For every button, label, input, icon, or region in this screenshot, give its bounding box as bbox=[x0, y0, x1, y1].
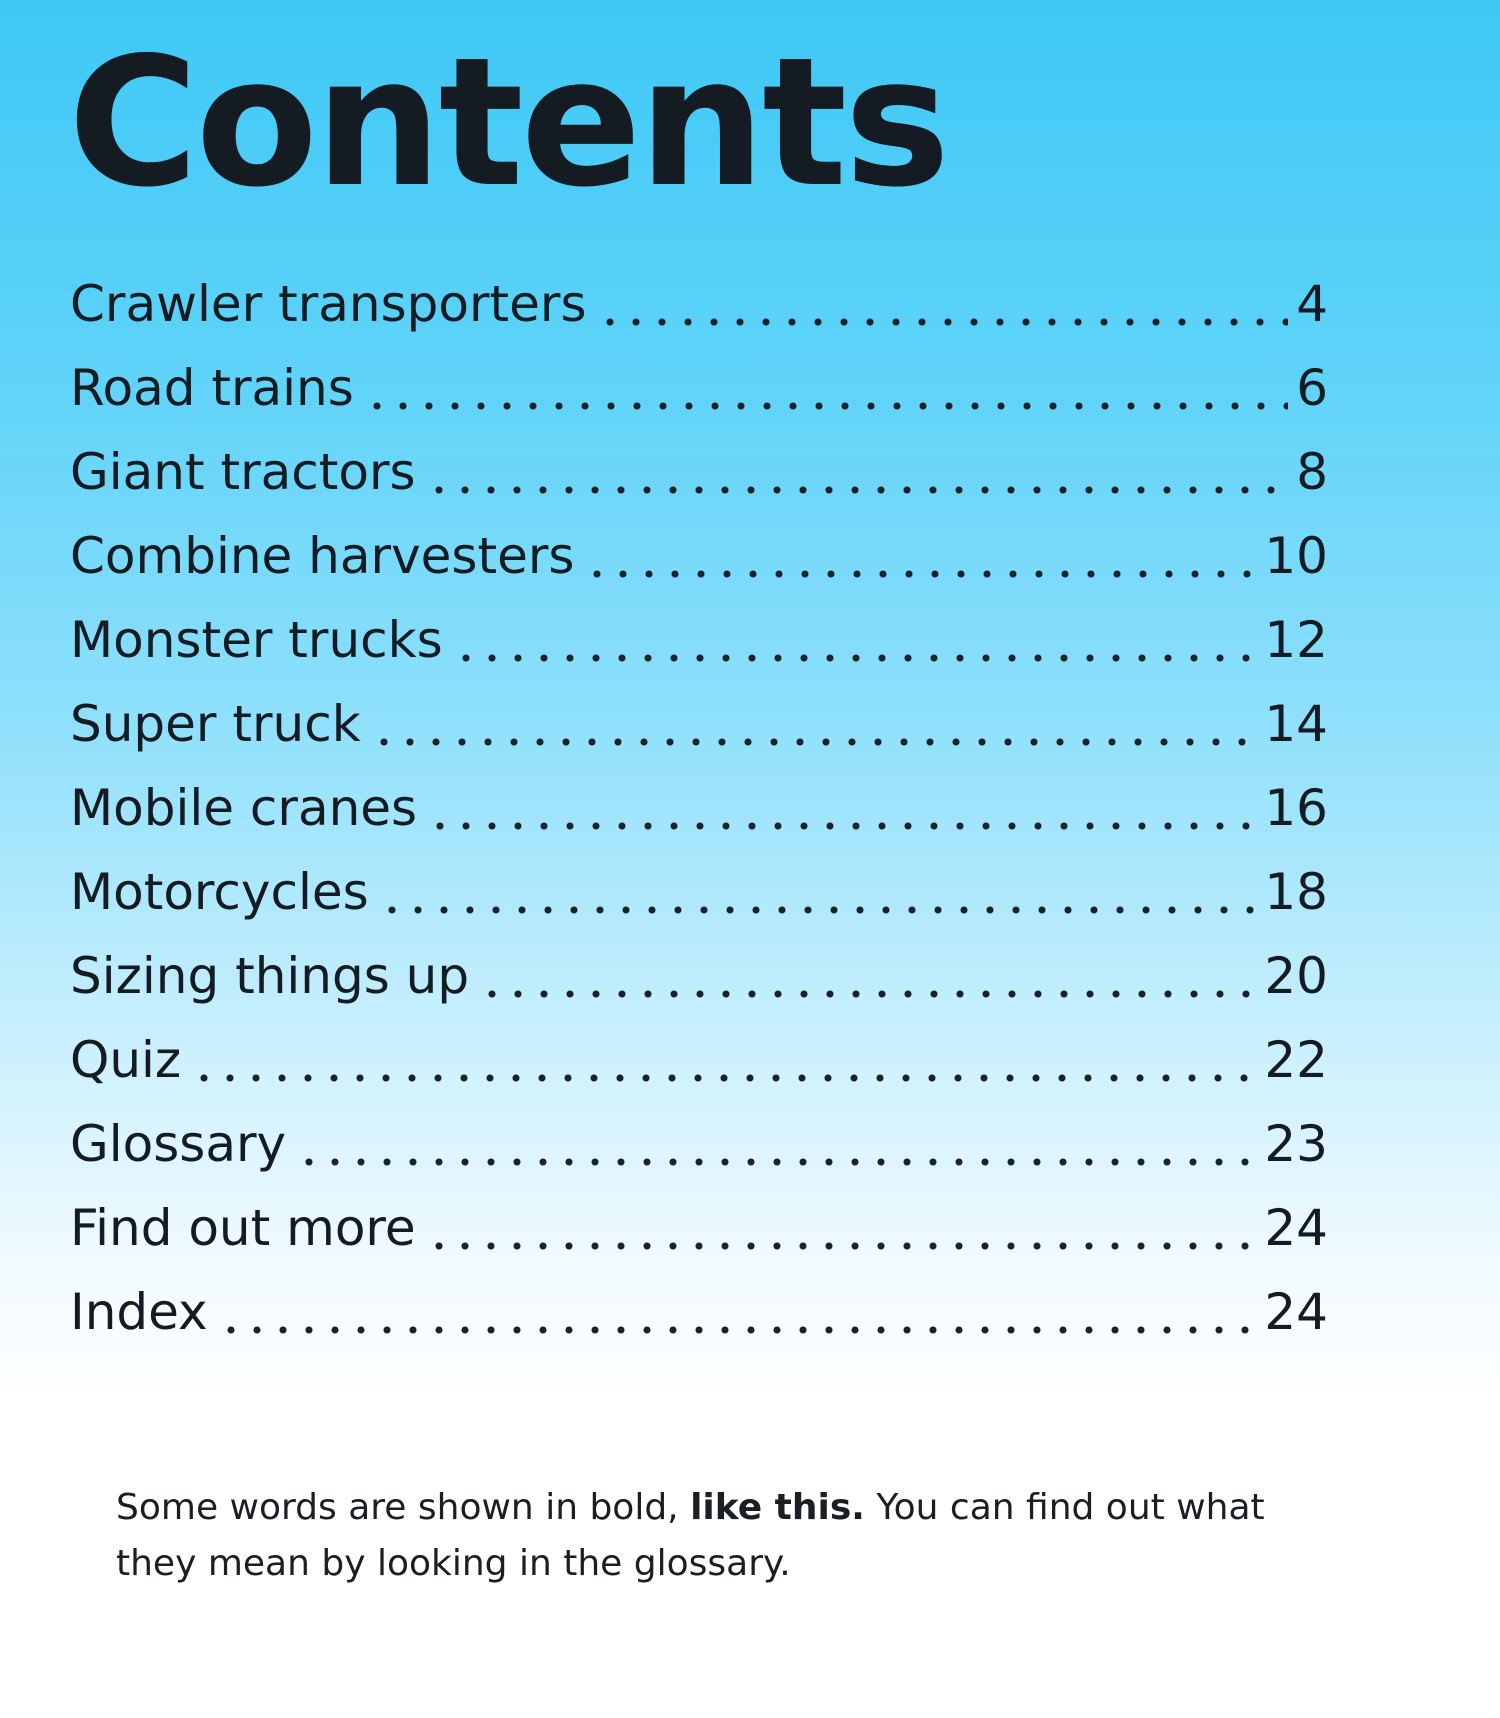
toc-entry-crawler-transporters[interactable] bbox=[70, 262, 1328, 346]
toc-entry-sizing-things-up[interactable] bbox=[70, 934, 1328, 1018]
toc-entry-label: Crawler transporters bbox=[70, 275, 587, 333]
toc-entry-page: 14 bbox=[1264, 695, 1328, 753]
toc-entry-label: Sizing things up bbox=[70, 947, 470, 1005]
toc-entry-label: Glossary bbox=[70, 1115, 287, 1173]
table-of-contents bbox=[70, 262, 1328, 1354]
toc-entry-label: Find out more bbox=[70, 1199, 416, 1257]
dot-leader bbox=[479, 989, 1256, 999]
glossary-note bbox=[116, 1480, 1266, 1592]
dot-leader bbox=[426, 485, 1289, 495]
toc-entry-road-trains[interactable] bbox=[70, 346, 1328, 430]
toc-entry-label: Giant tractors bbox=[70, 443, 416, 501]
toc-entry-label: Motorcycles bbox=[70, 863, 369, 921]
toc-entry-page: 6 bbox=[1296, 359, 1328, 417]
dot-leader bbox=[584, 569, 1256, 579]
toc-entry-label: Monster trucks bbox=[70, 611, 443, 669]
toc-entry-label: Super truck bbox=[70, 695, 361, 753]
toc-entry-page: 10 bbox=[1264, 527, 1328, 585]
toc-entry-label: Mobile cranes bbox=[70, 779, 418, 837]
dot-leader bbox=[426, 1241, 1257, 1251]
toc-entry-index[interactable] bbox=[70, 1270, 1328, 1354]
toc-entry-page: 23 bbox=[1264, 1115, 1328, 1173]
dot-leader bbox=[364, 401, 1288, 411]
toc-entry-page: 12 bbox=[1264, 611, 1328, 669]
toc-entry-page: 8 bbox=[1296, 443, 1328, 501]
dot-leader bbox=[379, 905, 1257, 915]
toc-entry-page: 20 bbox=[1264, 947, 1328, 1005]
glossary-note-bold-example: like this. bbox=[690, 1487, 865, 1528]
toc-entry-quiz[interactable] bbox=[70, 1018, 1328, 1102]
toc-entry-find-out-more[interactable] bbox=[70, 1186, 1328, 1270]
toc-entry-page: 22 bbox=[1264, 1031, 1328, 1089]
dot-leader bbox=[597, 317, 1289, 327]
glossary-note-text-end: You can find out what they mean by looking in the glossary. bbox=[116, 1487, 1265, 1584]
toc-entry-mobile-cranes[interactable] bbox=[70, 766, 1328, 850]
dot-leader bbox=[427, 821, 1256, 831]
page-title: Contents bbox=[68, 19, 948, 226]
dot-leader bbox=[191, 1073, 1256, 1083]
toc-entry-glossary[interactable] bbox=[70, 1102, 1328, 1186]
toc-entry-super-truck[interactable] bbox=[70, 682, 1328, 766]
dot-leader bbox=[371, 737, 1257, 747]
toc-entry-motorcycles[interactable] bbox=[70, 850, 1328, 934]
toc-entry-page: 18 bbox=[1264, 863, 1328, 921]
toc-entry-combine-harvesters[interactable] bbox=[70, 514, 1328, 598]
toc-entry-label: Road trains bbox=[70, 359, 354, 417]
toc-entry-giant-tractors[interactable] bbox=[70, 430, 1328, 514]
glossary-note-text: Some words are shown in bold, bbox=[116, 1487, 691, 1528]
toc-entry-monster-trucks[interactable] bbox=[70, 598, 1328, 682]
toc-entry-label: Quiz bbox=[70, 1031, 182, 1089]
toc-entry-label: Combine harvesters bbox=[70, 527, 575, 585]
toc-entry-page: 16 bbox=[1264, 779, 1328, 837]
dot-leader bbox=[296, 1157, 1256, 1167]
dot-leader bbox=[218, 1325, 1257, 1335]
dot-leader bbox=[453, 653, 1257, 663]
toc-entry-page: 24 bbox=[1264, 1283, 1328, 1341]
toc-entry-label: Index bbox=[70, 1283, 208, 1341]
toc-entry-page: 24 bbox=[1264, 1199, 1328, 1257]
toc-entry-page: 4 bbox=[1296, 275, 1328, 333]
